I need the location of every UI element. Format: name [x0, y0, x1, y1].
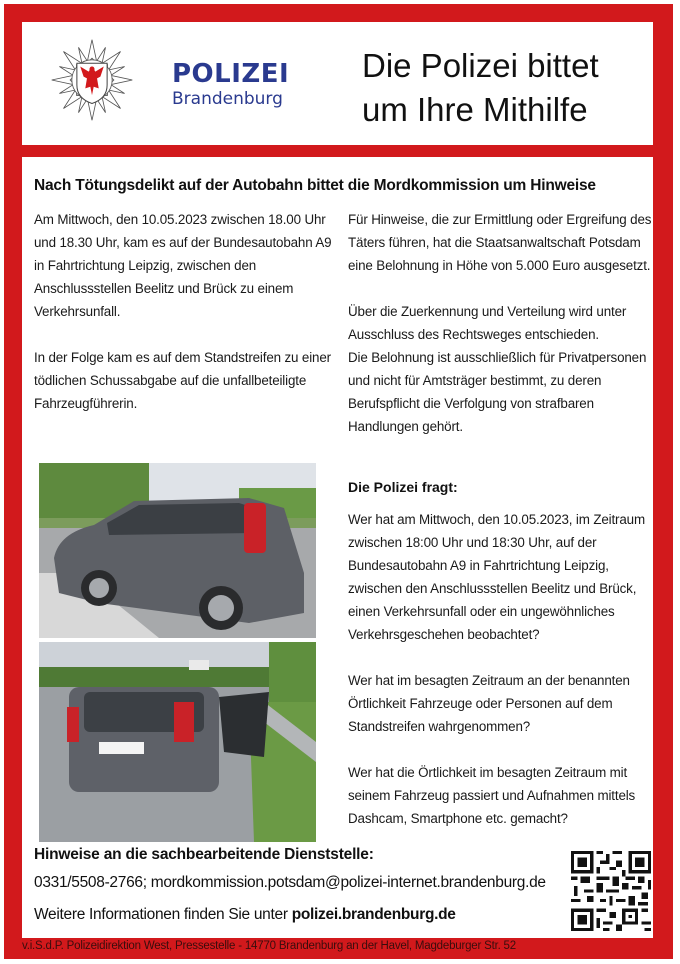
appeal-line-2: um Ihre Mithilfe — [362, 91, 588, 128]
question-item: Wer hat im besagten Zeitraum an der benannten Örtlichkeit Fahrzeuge oder Personen auf dem Standstreifen wahrgenommen? — [348, 673, 630, 734]
more-info-text: Weitere Informationen finden Sie unter — [34, 906, 292, 923]
incident-paragraph: In der Folge kam es auf dem Standstreifen zu einer tödlichen Schussabgabe auf die unfallbeteiligte Fahrzeugführerin. — [34, 350, 331, 411]
imprint: v.i.S.d.P. Polizeidirektion West, Pressestelle - 14770 Brandenburg an der Havel, Magdeburger Str. 52 — [22, 940, 516, 952]
contact-line — [34, 874, 546, 892]
question-item: Wer hat am Mittwoch, den 10.05.2023, im Zeitraum zwischen 18:00 Uhr und 18:30 Uhr, auf der Bundesautobahn A9 in Fahrtrichtung Leipzig, zwischen den Anschlussstellen Beelitz und Brück, einen Verkehrsunfall oder ein ungewöhnliches Verkehrsgeschehen beobachtet? — [348, 512, 645, 642]
website-link[interactable]: polizei.brandenburg.de — [291, 906, 456, 923]
incident-description — [34, 208, 334, 438]
car-photo-side-view — [39, 463, 316, 638]
reward-description — [348, 208, 658, 461]
questions-title: Die Polizei fragt: — [348, 479, 458, 495]
reward-paragraph: Die Belohnung ist ausschließlich für Privatpersonen und nicht für Amtsträger bestimmt, zu deren Berufspflicht die Verfolgung von strafbaren Handlungen gehört. — [348, 350, 647, 434]
questions-list — [348, 508, 658, 853]
reward-paragraph: Für Hinweise, die zur Ermittlung oder Ergreifung des Täters führen, hat die Staatsanwaltschaft Potsdam eine Belohnung in Höhe von 5.000 Euro ausgesetzt. — [348, 212, 652, 273]
appeal-line-1: Die Polizei bittet — [362, 47, 599, 84]
brand-title: POLIZEI — [172, 59, 290, 89]
contact-title: Hinweise an die sachbearbeitende Dienststelle: — [34, 846, 374, 863]
car-photo-rear-view — [39, 642, 316, 842]
more-info — [34, 906, 456, 924]
incident-paragraph: Am Mittwoch, den 10.05.2023 zwischen 18.00 Uhr und 18.30 Uhr, kam es auf der Bundesautobahn A9 in Fahrtrichtung Leipzig, zwischen den Anschlussstellen Beelitz und Brück zu einem Verkehrsunfall. — [34, 212, 332, 319]
brand-subtitle: Brandenburg — [172, 89, 283, 109]
question-item: Wer hat die Örtlichkeit im besagten Zeitraum mit seinem Fahrzeug passiert und Aufnahmen mittels Dashcam, Smartphone etc. gemacht? — [348, 765, 636, 826]
qr-code-icon[interactable] — [571, 850, 651, 932]
headline: Nach Tötungsdelikt auf der Autobahn bittet die Mordkommission um Hinweise — [34, 177, 596, 194]
reward-paragraph: Über die Zuerkennung und Verteilung wird unter Ausschluss des Rechtsweges entschieden. — [348, 304, 627, 342]
appeal-heading — [362, 44, 599, 132]
contact-separator: ; — [142, 874, 151, 891]
police-star-logo-icon — [50, 38, 134, 122]
brand-wordmark — [172, 60, 289, 110]
phone-number[interactable]: 0331/5508-2766 — [34, 874, 143, 891]
email-link[interactable]: mordkommission.potsdam@polizei-internet.brandenburg.de — [150, 874, 546, 891]
